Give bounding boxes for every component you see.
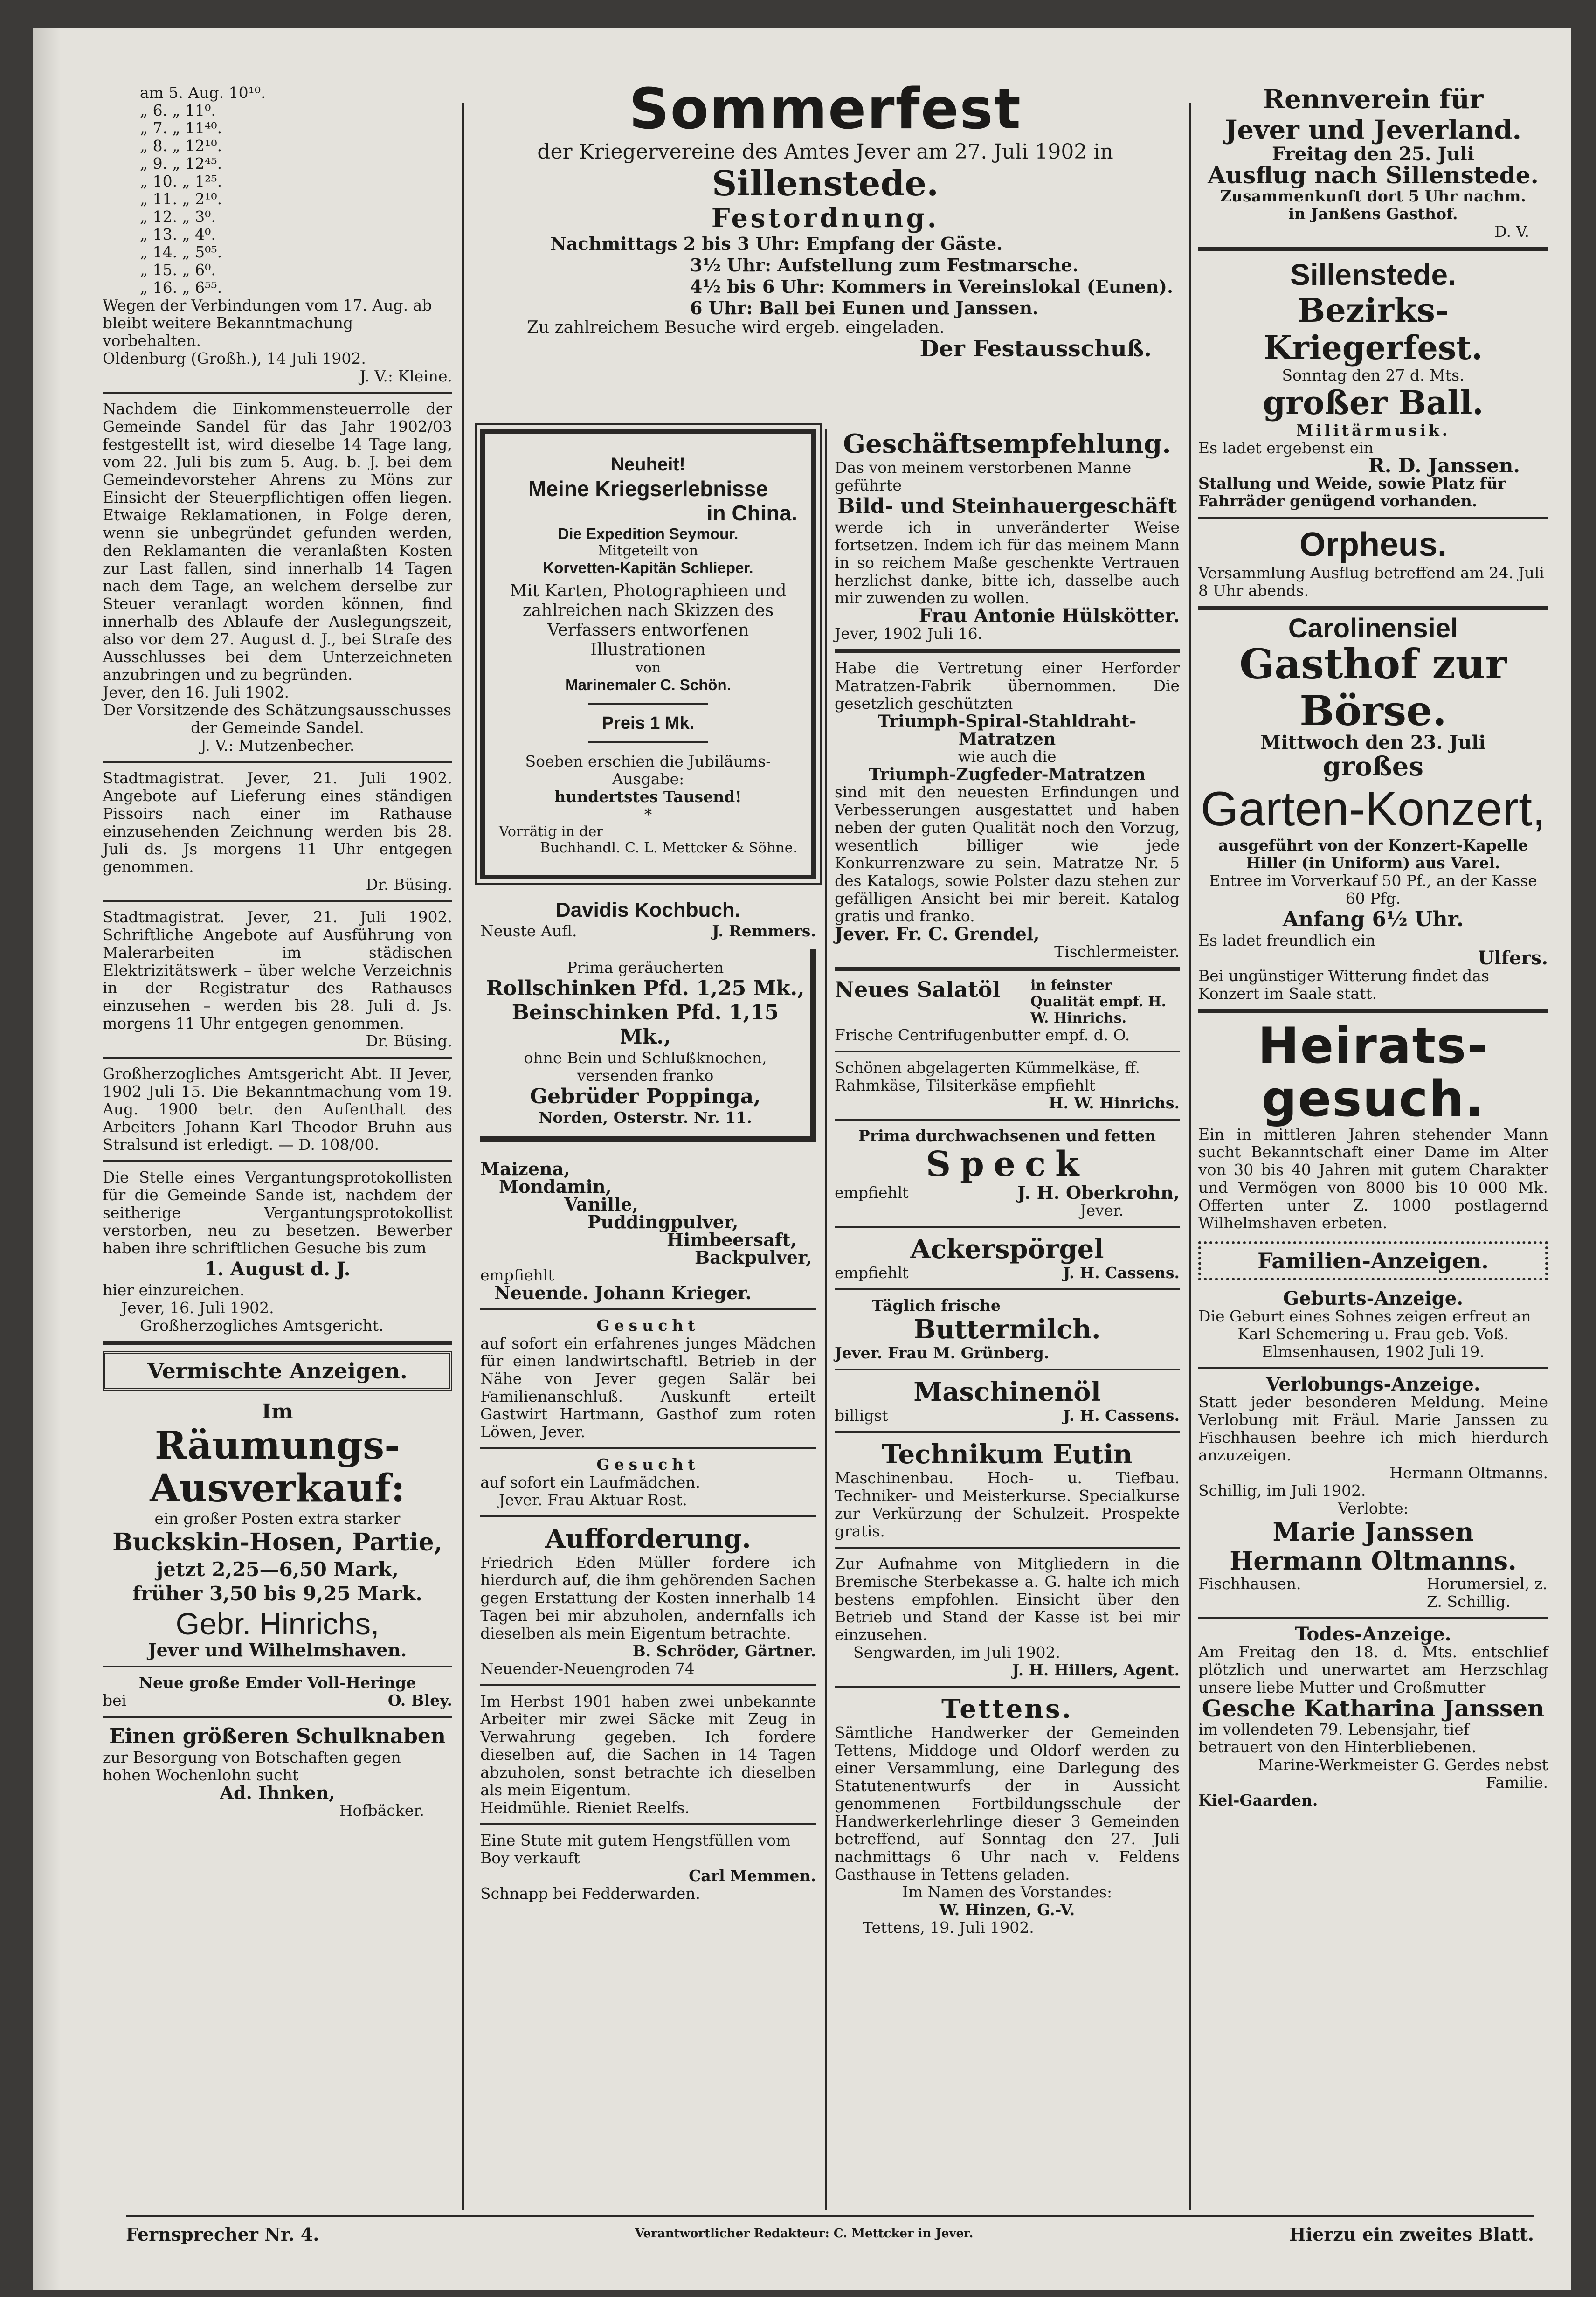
- section-title: Familien-Anzeigen.: [1257, 1248, 1489, 1273]
- carolinensiel-event: Garten-Konzert,: [1201, 782, 1546, 836]
- schinken-place: Norden, Osterstr. Nr. 11.: [539, 1108, 752, 1127]
- tettens-title: Tettens.: [941, 1694, 1073, 1724]
- vergantung-end: Großherzogliches Amtsgericht.: [140, 1316, 384, 1335]
- gesucht-title: Gesucht: [596, 1316, 700, 1335]
- orpheus-text: Versammlung Ausflug betreffend am 24. Juli 8 Uhr abends.: [1198, 564, 1544, 600]
- festordnung-item: 3½ Uhr: Aufstellung zum Festmarsche.: [690, 255, 1078, 276]
- rennverein-where: in Janßens Gasthof.: [1288, 205, 1458, 223]
- huelskoetter-date: Jever, 1902 Juli 16.: [835, 624, 983, 643]
- carolinensiel-date: Mittwoch den 23. Juli: [1260, 732, 1486, 754]
- rennverein-meet: Zusammenkunft dort 5 Uhr nachm.: [1220, 187, 1526, 205]
- salatoel-title: Neues Salatöl: [835, 977, 1001, 1002]
- kaese-text: Schönen abgelagerten Kümmelkäse, ff. Rahmkäse, Tilsiterkäse empfiehlt: [835, 1059, 1140, 1094]
- matratzen-product: Triumph-Spiral-Stahldraht-Matratzen: [877, 712, 1137, 749]
- footer-phone: Fernsprecher Nr. 4.: [126, 2224, 319, 2245]
- carolinensiel-start: Anfang 6½ Uhr.: [1282, 907, 1464, 931]
- speck-place: Jever.: [1080, 1201, 1124, 1219]
- book-neuheit: Neuheit!: [611, 454, 685, 475]
- huelskoetter-intro: Das von meinem verstorbenen Manne geführte: [835, 458, 1132, 494]
- aufforderung-text: Friedrich Eden Müller fordere ich hierdurch auf, die ihm gehörenden Sachen gegen Erstattung der Kosten innerhalb 14 Tagen bei mir abzuholen, andernfalls ich dieselben als mein Eigentum betrachte.: [480, 1553, 816, 1642]
- todes-sign: Marine-Werkmeister G. Gerdes nebst Familie.: [1258, 1756, 1548, 1792]
- heirat-text: Ein in mittleren Jahren stehender Mann sucht Bekanntschaft einer Dame im Alter von 30 bis 40 Jahren mit gutem Charakter und Vermögen von 8000 bis 10 000 Mk. Offerten unter Z. 1000 postlagernd Wilhelmshaven erbeten.: [1198, 1125, 1548, 1232]
- tettens-text: Sämtliche Handwerker der Gemeinden Tettens, Middoge und Oldorf werden zu einer Versammlung, eine Darlegung des Statutenentwurfs der in Aussicht genommenen Fortbildungsschule der Handwerkerlehrlinge dieser 3 Gemeinden betreffend, auf Sonntag den 27. Juli nachmittags 6 Uhr nach v. Feldens Gasthause in Tettens geladen.: [835, 1723, 1180, 1883]
- schinken-line: versenden franko: [577, 1066, 714, 1085]
- ausverkauf-price: jetzt 2,25—6,50 Mark,: [156, 1558, 399, 1581]
- gesucht-sign: Jever. Frau Aktuar Rost.: [499, 1491, 687, 1509]
- krieger-item: Vanille,: [564, 1194, 638, 1215]
- bezirk-music: Militärmusik.: [1296, 421, 1451, 439]
- kaese-sign: H. W. Hinrichs.: [1049, 1094, 1180, 1112]
- verlobung-sign: Hermann Oltmanns.: [1389, 1464, 1548, 1482]
- salatoel-line: Frische Centrifugenbutter empf. d. O.: [835, 1026, 1130, 1044]
- heirat-title: gesuch.: [1261, 1070, 1485, 1128]
- krieger-item: Mondamin,: [499, 1176, 612, 1197]
- book-author: Korvetten-Kapitän Schlieper.: [543, 559, 753, 576]
- carolinensiel-place: Carolinensiel: [1288, 613, 1458, 643]
- schulknabe-title: Einen größeren Schulknaben: [109, 1724, 446, 1748]
- festordnung-list: [471, 233, 1180, 319]
- ausverkauf-im: Im: [262, 1400, 293, 1424]
- stadtmagistrat-sign-2: Dr. Büsing.: [366, 1032, 452, 1050]
- sommerfest-title: Sommerfest: [629, 77, 1022, 142]
- verlobung-text: Statt jeder besonderen Meldung. Meine Verlobung mit Fräul. Marie Janssen zu Fischhausen beehre ich mich hierdurch anzuzeigen.: [1198, 1393, 1548, 1464]
- vermischte-anzeigen-header: [103, 1351, 452, 1391]
- rennverein-sign: D. V.: [1494, 222, 1529, 241]
- sandel-notice: Nachdem die Einkommensteuerrolle der Gemeinde Sandel für das Jahr 1902/03 festgestellt ist, wird dieselbe 14 Tage lang, vom 22. Juli bis zum 5. Aug. b. J. bei dem Gemeindevorsteher Ahrens zu Möns zur Einsicht der Steuerpflichtigen offen liegen. Etwaige Reklamationen, in Folge deren, wenn sie unbegründet gefunden werden, den Reklamanten die veranlaßten Kosten zur Last fallen, sind innerhalb 14 Tagen nach dem Tage, an welchem derselbe zur Steuer veranlagt worden können, find innerhalb des Ablaufe der Auslegungszeit, also vor dem 27. August d. J., bei Strafe des Ausschlusses bei dem Unterzeichneten anzubringen und zu begründen.: [103, 400, 452, 684]
- footer-editor: Verantwortlicher Redakteur: C. Mettcker in Jever.: [635, 2227, 974, 2241]
- book-title: in China.: [706, 501, 797, 525]
- carolinensiel-invite: Es ladet freundlich ein: [1198, 931, 1375, 949]
- column-rule: [462, 103, 464, 2210]
- aufforderung-place: Neuender-Neuengroden 74: [480, 1660, 695, 1678]
- schulknabe-sign2: Hofbäcker.: [339, 1801, 424, 1820]
- book-desc: Mit Karten, Photographieen und zahlreichen nach Skizzen des Verfassers entworfenen Illustrationen: [510, 581, 787, 659]
- schinken-line: Beinschinken Pfd. 1,15 Mk.,: [511, 1001, 779, 1049]
- familien-anzeigen-header: [1198, 1241, 1548, 1280]
- tettens-auth: Im Namen des Vorstandes:: [902, 1883, 1112, 1901]
- verlobung-place: Fischhausen.: [1198, 1575, 1301, 1593]
- column-3: [835, 429, 1180, 1937]
- column-rule: [1189, 103, 1191, 2210]
- book-illustrator: Marinemaler C. Schön.: [565, 676, 731, 693]
- schedule-sign: J. V.: Kleine.: [359, 367, 452, 385]
- speck-title: Speck: [926, 1144, 1089, 1184]
- ackerspoergel-row: [835, 1264, 1180, 1282]
- krieger-ad: [480, 1160, 816, 1302]
- speck-row: [835, 1184, 1180, 1202]
- schedule-note: Wegen der Verbindungen vom 17. Aug. ab bleibt weitere Bekanntmachung vorbehalten.: [103, 296, 432, 350]
- vergantung-notice: Die Stelle eines Vergantungsprotokollisten für die Gemeinde Sande ist, nachdem der seitherige Vergantungsprotokollist verstorben, neu zu besetzen. Bewerber haben ihre schriftlichen Gesuche bis zum: [103, 1168, 452, 1257]
- bezirk-title: Bezirks-Kriegerfest.: [1264, 291, 1483, 367]
- geburt-text: Die Geburt eines Sohnes zeigen erfreut an: [1198, 1307, 1531, 1325]
- schedule-line: „ 15. „ 6⁰.: [140, 261, 216, 279]
- verlobung-name: Marie Janssen: [1272, 1517, 1474, 1547]
- sterbekasse-sign: J. H. Hillers, Agent.: [1012, 1661, 1180, 1679]
- maschinenoel-row: [835, 1407, 1180, 1425]
- sterbekasse-date: Sengwarden, im Juli 1902.: [853, 1643, 1060, 1661]
- column-1: [103, 84, 452, 1820]
- book-sub: Die Expedition Seymour.: [558, 525, 739, 542]
- ackerspoergel-sign: J. H. Cassens.: [1063, 1264, 1180, 1282]
- heringe-sign: O. Bley.: [387, 1691, 452, 1709]
- salatoel-right: in feinster Qualität empf. H. W. Hinrichs.: [1030, 977, 1167, 1026]
- stadtmagistrat-notice-1: Stadtmagistrat. Jever, 21. Juli 1902. Angebote auf Lieferung eines ständigen Pissoirs nach einer im Rathause einzusehenden Zeichnung werden bis 28. Juli ds. Js morgens 11 Uhr entgegen genommen.: [103, 769, 452, 876]
- krieger-empf: empfiehlt: [480, 1266, 554, 1284]
- schedule-line: „ 7. „ 11⁴⁰.: [140, 119, 222, 137]
- schedule-line: „ 10. „ 1²⁵.: [140, 172, 222, 190]
- todes-title: Todes-Anzeige.: [1295, 1623, 1451, 1645]
- speck-empf: empfiehlt: [835, 1183, 909, 1202]
- aufforderung-sign: B. Schröder, Gärtner.: [632, 1642, 816, 1660]
- carolinensiel-weather: Bei ungünstiger Witterung findet das Konzert im Saale statt.: [1198, 967, 1489, 1003]
- matratzen-wie: wie auch die: [958, 747, 1057, 766]
- schinken-lead: Prima geräucherten: [567, 958, 724, 976]
- aufforderung-title: Aufforderung.: [545, 1523, 751, 1554]
- bezirk-place: Sillenstede.: [1290, 258, 1456, 291]
- ausverkauf-place: Jever und Wilhelmshaven.: [148, 1640, 407, 1660]
- page-footer: [126, 2215, 1534, 2243]
- maschinenoel-left: billigst: [835, 1406, 888, 1425]
- bezirk-sign: R. D. Janssen.: [1368, 454, 1520, 477]
- matratzen-text: sind mit den neuesten Erfindungen und Verbesserungen ausgestattet und haben neben der guten Qualität noch den Vorzug, wesentlich billiger wie jede Konkurrenzware zu sein. Matratze Nr. 5 des Katalogs, sowie Polster dazu stehen zur gefälligen Ansicht bei mir bereit. Katalog gratis und franko.: [835, 783, 1180, 925]
- amtsgericht-notice: Großherzogliches Amtsgericht Abt. II Jever, 1902 Juli 15. Die Bekanntmachung vom 19. Aug. 1900 betr. den Aufenthalt des Arbeiters Johann Karl Theodor Bruhn aus Stralsund ist erledigt. — D. 108/00.: [103, 1065, 452, 1154]
- verlobung-places: [1198, 1575, 1548, 1611]
- heringe-title: Neue große Emder Voll-Heringe: [138, 1674, 416, 1692]
- todes-place: Kiel-Gaarden.: [1198, 1791, 1318, 1809]
- gesucht-title: Gesucht: [596, 1455, 700, 1474]
- train-schedule: [103, 84, 452, 297]
- schedule-line: „ 8. „ 12¹⁰.: [140, 137, 222, 155]
- davidis-sign: J. Remmers.: [712, 922, 816, 940]
- footer-supplement: Hierzu ein zweites Blatt.: [1289, 2224, 1534, 2245]
- salatoel-row: [835, 977, 1180, 1026]
- krieger-item: Maizena,: [480, 1158, 570, 1179]
- sterbekasse-text: Zur Aufnahme von Mitgliedern in die Bremische Sterbekasse a. G. halte ich mich bestens empfohlen. Einsicht über den Betrieb und Stand der Kasse ist bei mir einzusehen.: [835, 1555, 1180, 1644]
- ackerspoergel-empf: empfiehlt: [835, 1264, 909, 1282]
- festordnung-item: Nachmittags 2 bis 3 Uhr: Empfang der Gäste.: [550, 233, 1003, 254]
- matratzen-intro: Habe die Vertretung einer Herforder Matratzen-Fabrik übernommen. Die gesetzlich geschützten: [835, 659, 1180, 713]
- sandel-date: Jever, den 16. Juli 1902.: [103, 683, 289, 701]
- gesucht-text: auf sofort ein erfahrenes junges Mädchen für einen landwirtschaftl. Betrieb in der Nähe von Jever gegen Salär bei Familienanschluß. Auskunft erteilt Gastwirt Hartmann, Gasthof zum roten Löwen, Jever.: [480, 1334, 816, 1441]
- sandel-signature: J. V.: Mutzenbecher.: [200, 736, 355, 754]
- krieger-item: Himbeersaft,: [667, 1229, 797, 1250]
- ausverkauf-price: früher 3,50 bis 9,25 Mark.: [132, 1582, 422, 1605]
- tettens-date: Tettens, 19. Juli 1902.: [863, 1918, 1034, 1937]
- bezirk-invite: Es ladet ergebenst ein: [1198, 439, 1374, 457]
- schedule-line: „ 9. „ 12⁴⁵.: [140, 154, 222, 173]
- ausverkauf-title: Räumungs-: [154, 1423, 401, 1468]
- bezirk-note: Stallung und Weide, sowie Platz für Fahrräder genügend vorhanden.: [1198, 474, 1506, 510]
- carolinensiel-entry: Entree im Vorverkauf 50 Pf., an der Kasse 60 Pfg.: [1209, 872, 1537, 907]
- festordnung-item: 4½ bis 6 Uhr: Kommers in Vereinslokal (Eunen).: [690, 276, 1174, 297]
- technikum-title: Technikum Eutin: [882, 1439, 1133, 1470]
- davidis-row: [480, 922, 816, 940]
- matratzen-product: Triumph-Zugfeder-Matratzen: [869, 765, 1146, 784]
- schinken-firm: Gebrüder Poppinga,: [530, 1085, 761, 1108]
- sommerfest-place: Sillenstede.: [712, 164, 939, 204]
- column-2: [480, 429, 816, 1903]
- schedule-line: am 5. Aug. 10¹⁰.: [140, 83, 266, 102]
- geburt-names: Karl Schemering u. Frau geb. Voß.: [1237, 1325, 1509, 1343]
- ackerspoergel-title: Ackerspörgel: [910, 1234, 1104, 1265]
- schulknabe-sign: Ad. Ihnken,: [220, 1782, 335, 1803]
- schedule-line: „ 14. „ 5⁰⁵.: [140, 243, 222, 261]
- todes-text: Am Freitag den 18. d. Mts. entschlief plötzlich und unerwartet am Herzschlag unsere liebe Mutter und Großmutter: [1198, 1643, 1548, 1696]
- davidis-ad: [480, 898, 816, 940]
- vergantung-deadline: 1. August d. J.: [204, 1258, 351, 1280]
- column-4: [1198, 84, 1548, 1809]
- matratzen-sign2: Tischlermeister.: [1054, 942, 1180, 961]
- buttermilch-title: Buttermilch.: [913, 1314, 1101, 1345]
- schedule-line: „ 6. „ 11⁰.: [140, 101, 216, 119]
- huelskoetter-text: werde ich in unveränderter Weise fortsetzen. Indem ich für das meinem Mann in so reichem Maße geschenkte Vertrauen herzlichst danke, bitte ich, dasselbe auch mir zuwenden zu wollen.: [835, 518, 1180, 607]
- heringe-bei: bei: [103, 1691, 127, 1709]
- book-ad: [480, 429, 816, 879]
- maschinenoel-title: Maschinenöl: [913, 1377, 1101, 1407]
- rennverein-date: Freitag den 25. Juli: [1271, 143, 1475, 165]
- sommerfest-sign: Der Festausschuß.: [919, 336, 1152, 362]
- herbst-sign: Heidmühle. Rieniet Reelfs.: [480, 1799, 690, 1817]
- bezirk-ball: großer Ball.: [1263, 383, 1484, 422]
- huelskoetter-business: Bild- und Steinhauergeschäft: [837, 494, 1177, 518]
- schulknabe-text: zur Besorgung von Botschaften gegen hohen Wochenlohn sucht: [103, 1748, 401, 1784]
- matratzen-sign: Jever. Fr. C. Grendel,: [835, 923, 1040, 944]
- huelskoetter-title: Geschäftsempfehlung.: [843, 429, 1171, 459]
- buttermilch-lead: Täglich frische: [872, 1296, 1001, 1315]
- heringe-row: [103, 1692, 452, 1709]
- todes-name: Gesche Katharina Janssen: [1202, 1695, 1545, 1722]
- bezirk-date: Sonntag den 27 d. Mts.: [1282, 366, 1465, 384]
- section-title: Vermischte Anzeigen.: [147, 1358, 408, 1384]
- schedule-line: „ 12. „ 3⁰.: [140, 208, 216, 226]
- schedule-line: „ 13. „ 4⁰.: [140, 225, 216, 243]
- stadtmagistrat-notice-2: Stadtmagistrat. Jever, 21. Juli 1902. Schriftliche Angebote auf Ausführung von Malerarbeiten im städischen Elektrizitätswerk – über welche Verzeichnis in der Registratur des Rathauses einzusehen – werden bis 28. Juli d. Js. morgens 11 Uhr entgegen genommen.: [103, 908, 452, 1032]
- ausverkauf-lead: ein großer Posten extra starker: [154, 1509, 401, 1528]
- tettens-sign: W. Hinzen, G.-V.: [939, 1901, 1075, 1919]
- schinken-line: ohne Bein und Schlußknochen,: [524, 1049, 767, 1067]
- vergantung-end: hier einzureichen.: [103, 1281, 245, 1299]
- sandel-chair: Der Vorsitzende des Schätzungsausschusses der Gemeinde Sandel.: [103, 701, 452, 737]
- stute-place: Schnapp bei Fedderwarden.: [480, 1884, 700, 1903]
- todes-text2: im vollendeten 79. Lebensjahr, tief betrauert von den Hinterbliebenen.: [1198, 1720, 1477, 1756]
- verlobung-date: Schillig, im Juli 1902.: [1198, 1481, 1366, 1500]
- davidis-sub: Neuste Aufl.: [480, 922, 577, 940]
- davidis-title: Davidis Kochbuch.: [555, 899, 741, 921]
- verlobung-label: Verlobte:: [1338, 1499, 1409, 1517]
- verlobung-name: Hermann Oltmanns.: [1230, 1546, 1517, 1576]
- gesucht-text: auf sofort ein Laufmädchen.: [480, 1473, 701, 1491]
- carolinensiel-by: ausgeführt von der Konzert-Kapelle Hiller (in Uniform) aus Varel.: [1218, 836, 1528, 872]
- book-von: von: [635, 660, 661, 676]
- schedule-line: „ 11. „ 2¹⁰.: [140, 190, 222, 208]
- krieger-item: Backpulver,: [695, 1247, 812, 1268]
- stute-sign: Carl Memmen.: [689, 1867, 816, 1885]
- schinken-line: Rollschinken Pfd. 1,25 Mk.,: [486, 976, 805, 1000]
- stadtmagistrat-sign-1: Dr. Büsing.: [366, 875, 452, 893]
- sommerfest-ad: [471, 79, 1180, 361]
- sommerfest-invite: Zu zahlreichem Besuche wird ergeb. eingeladen.: [527, 318, 945, 337]
- book-title: Meine Kriegserlebnisse: [528, 477, 768, 501]
- festordnung-title: Festordnung.: [711, 203, 940, 234]
- ausverkauf-firm: Gebr. Hinrichs,: [175, 1606, 380, 1641]
- ausverkauf-item: Buckskin-Hosen, Partie,: [112, 1528, 442, 1557]
- technikum-text: Maschinenbau. Hoch- u. Tiefbau. Techniker- und Meisterkurse. Specialkurse zur Verkürzung der Schulzeit. Prospekte gratis.: [835, 1469, 1180, 1540]
- huelskoetter-sign: Frau Antonie Hülskötter.: [919, 605, 1180, 627]
- geburt-title: Geburts-Anzeige.: [1283, 1287, 1464, 1309]
- geburt-date: Elmsenhausen, 1902 Juli 19.: [1262, 1342, 1485, 1361]
- sommerfest-line: der Kriegervereine des Amtes Jever am 27. Juli 1902 in: [537, 140, 1113, 164]
- book-stock: Vorrätig in der: [499, 823, 603, 840]
- orpheus-title: Orpheus.: [1299, 526, 1447, 563]
- vergantung-end: Jever, 16. Juli 1902.: [121, 1299, 274, 1317]
- column-rule: [825, 429, 827, 2210]
- schinken-ad: [480, 949, 816, 1142]
- heirat-title: Heirats-: [1257, 1017, 1489, 1074]
- speck-sign: J. H. Oberkrohn,: [1017, 1182, 1180, 1203]
- verlobung-title: Verlobungs-Anzeige.: [1266, 1373, 1480, 1395]
- book-star: *: [644, 805, 652, 823]
- carolinensiel-sign: Ulfers.: [1478, 947, 1548, 969]
- maschinenoel-sign: J. H. Cassens.: [1063, 1406, 1180, 1425]
- rennverein-title: Rennverein für: [1263, 84, 1484, 115]
- schedule-line: „ 16. „ 6⁵⁵.: [140, 278, 222, 297]
- book-store: Buchhandl. C. L. Mettcker & Söhne.: [540, 840, 797, 856]
- schedule-sign: Oldenburg (Großh.), 14 Juli 1902.: [103, 349, 366, 367]
- carolinensiel-title: Gasthof zur Börse.: [1239, 640, 1507, 735]
- rennverein-title: Jever und Jeverland.: [1224, 115, 1522, 145]
- newspaper-page: [33, 28, 1571, 2290]
- stute-text: Eine Stute mit gutem Hengstfüllen vom Boy verkauft: [480, 1831, 791, 1867]
- krieger-item: Puddingpulver,: [587, 1211, 739, 1232]
- ausverkauf-title: Ausverkauf:: [150, 1466, 405, 1511]
- carolinensiel-grosses: großes: [1323, 751, 1423, 782]
- book-price: Preis 1 Mk.: [601, 713, 695, 733]
- krieger-sign: Neuende. Johann Krieger.: [494, 1282, 752, 1303]
- speck-lead: Prima durchwachsenen und fetten: [858, 1127, 1156, 1145]
- buttermilch-sign: Jever. Frau M. Grünberg.: [835, 1344, 1050, 1362]
- verlobung-place: Horumersiel, z. Z. Schillig.: [1427, 1575, 1548, 1611]
- book-by: Mitgeteilt von: [598, 543, 698, 559]
- book-jubilee: Soeben erschien die Jubiläums-Ausgabe:: [525, 752, 771, 788]
- rennverein-ausflug: Ausflug nach Sillenstede.: [1208, 161, 1539, 189]
- festordnung-item: 6 Uhr: Ball bei Eunen und Janssen.: [690, 298, 1039, 318]
- herbst-text: Im Herbst 1901 haben zwei unbekannte Arbeiter mir zwei Säcke mit Zeug in Verwahrung gegeben. Ich fordere dieselben auf, die Sachen in 14 Tagen abzuholen, sonst betrachte ich dieselben als mein Eigentum.: [480, 1692, 816, 1799]
- book-copies: hundertstes Tausend!: [554, 788, 742, 806]
